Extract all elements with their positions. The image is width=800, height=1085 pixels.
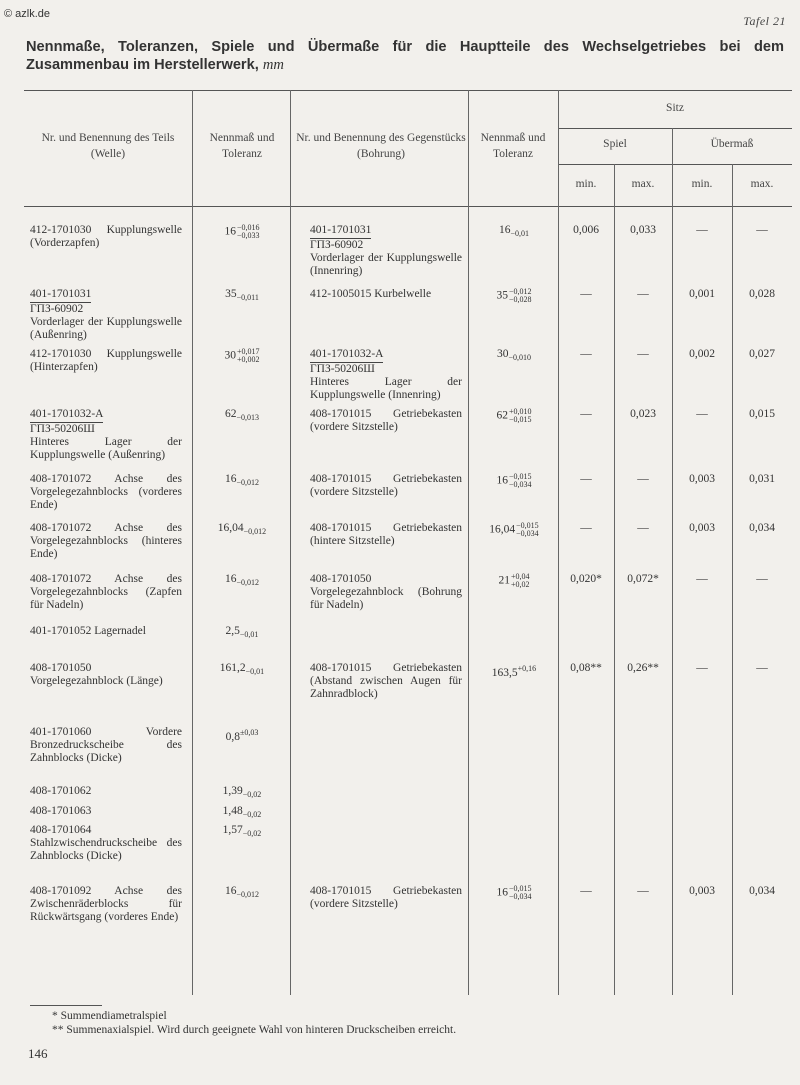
counterpart-nominal: [470, 573, 558, 589]
col-divider-6: [672, 128, 673, 995]
counterpart-nominal-value: 163,5: [491, 667, 518, 679]
counterpart-nominal-upper: +0,04: [510, 572, 530, 581]
counterpart-nominal-tolerance: [509, 473, 532, 489]
col-divider-2: [290, 90, 291, 995]
part-nominal: [194, 805, 290, 821]
counterpart-nominal-lower: −0,034: [508, 892, 532, 901]
part-nominal-tolerance: −0,02: [242, 829, 262, 838]
part-nominal: [194, 785, 290, 801]
counterpart-description: [310, 522, 462, 548]
uebermass-max: 0,015: [749, 408, 775, 420]
header-uebermass: Übermaß: [710, 138, 754, 150]
counterpart-name: 408-1701015 Getriebekasten (Abstand zwischen Augen für Zahnradblock): [310, 662, 462, 700]
counterpart-nominal-lower: −0,028: [508, 295, 532, 304]
part-nominal-value: 62: [224, 408, 237, 420]
counterpart-nominal-tolerance: −0,01: [510, 229, 529, 238]
counterpart-nominal-value: 21: [498, 574, 510, 587]
part-nominal-tolerance: −0,012: [236, 890, 259, 899]
uebermass-max: 0,034: [749, 885, 775, 897]
part-nominal: [194, 726, 290, 744]
counterpart-nominal-upper: −0,015: [508, 884, 532, 893]
part-name: Vorderlager der Kupplungswelle (Außenring): [30, 316, 182, 341]
spiel-min: 0,020*: [570, 573, 602, 585]
part-description: [30, 785, 182, 798]
part-description: [30, 408, 182, 462]
part-nominal-tolerance: −0,02: [242, 790, 262, 799]
counterpart-name: Hinteres Lager der Kupplungswelle (Innenring): [310, 376, 462, 401]
uebermass-max: 0,027: [749, 348, 775, 360]
part-nominal-value: 1,48: [222, 805, 243, 817]
part-nominal-value: 2,5: [225, 625, 240, 637]
counterpart-nominal: [470, 885, 558, 901]
counterpart-nominal-value: 16: [496, 886, 508, 899]
counterpart-description: [310, 573, 462, 612]
part-description: [30, 522, 182, 561]
part-description: [30, 726, 182, 765]
part-nominal-value: 1,57: [222, 824, 243, 836]
uebermass-min: 0,001: [689, 288, 715, 300]
uebermass-min: 0,002: [689, 348, 715, 360]
part-name: 412-1701030 Kupplungswelle (Vorderzapfen): [30, 224, 182, 249]
spiel-min: —: [580, 348, 592, 360]
part-name: Hinteres Lager der Kupplungswelle (Außenring): [30, 436, 182, 461]
part-description: [30, 288, 182, 342]
counterpart-nominal-tolerance: [516, 522, 539, 538]
part-description: [30, 473, 182, 512]
counterpart-nominal-value: 16: [498, 224, 511, 236]
part-nominal: [194, 824, 290, 840]
uebermass-min: 0,003: [689, 473, 715, 485]
counterpart-nominal-value: 35: [496, 289, 508, 302]
spiel-min: —: [580, 522, 592, 534]
counterpart-nominal-value: 16: [496, 474, 508, 487]
part-nominal: [194, 288, 290, 304]
part-name: 408-1701072 Achse des Vorgelegezahnblocks (Zapfen für Nadeln): [30, 573, 182, 611]
spiel-max: —: [637, 473, 649, 485]
counterpart-name: Vorderlager der Kupplungswelle (Innenring): [310, 252, 462, 277]
counterpart-nominal-tolerance: [511, 573, 530, 589]
spiel-max: —: [637, 885, 649, 897]
spiel-max: —: [637, 288, 649, 300]
part-nominal: [194, 224, 290, 240]
part-nominal-upper: −0,016: [236, 223, 260, 232]
counterpart-nominal: [470, 348, 558, 364]
part-number: 401-1701031: [30, 288, 91, 303]
part-name: 408-1701072 Achse des Vorgelegezahnblocks (hinteres Ende): [30, 522, 182, 560]
uebermass-min: —: [696, 408, 708, 420]
part-description: [30, 573, 182, 612]
spiel-min: —: [580, 408, 592, 420]
uebermass-min: 0,003: [689, 885, 715, 897]
header-spiel-max: max.: [631, 178, 655, 190]
counterpart-nominal-value: 62: [496, 409, 508, 422]
part-nominal: [194, 408, 290, 424]
part-nominal-lower: −0,033: [236, 231, 260, 240]
part-nominal-tolerance: −0,011: [236, 293, 259, 302]
counterpart-nominal-upper: −0,012: [508, 287, 532, 296]
header-bottom-rule: [24, 206, 792, 207]
part-nominal-lower: +0,002: [236, 355, 260, 364]
part-nominal: [194, 573, 290, 589]
header-spiel: Spiel: [603, 138, 627, 150]
counterpart-nominal-lower: +0,02: [510, 580, 530, 589]
spiel-min: 0,006: [573, 224, 599, 236]
tolerance-table: [24, 90, 792, 995]
counterpart-nominal-tolerance: [509, 408, 532, 424]
part-name: 408-1701064 Stahlzwischendruckscheibe des Zahnblocks (Dicke): [30, 824, 182, 862]
part-nominal-value: 16,04: [217, 522, 244, 534]
part-nominal-value: 35: [225, 288, 237, 300]
counterpart-nominal-lower: −0,015: [508, 415, 532, 424]
counterpart-name: 408-1701015 Getriebekasten (vordere Sitzstelle): [310, 885, 462, 910]
uebermass-min: 0,003: [689, 522, 715, 534]
part-nominal: [194, 473, 290, 489]
spiel-max: 0,072*: [627, 573, 659, 585]
header-uebermass-max: max.: [750, 178, 774, 190]
counterpart-nominal: [470, 473, 558, 489]
header-spiel-min: min.: [575, 178, 597, 190]
spiel-max: 0,023: [630, 408, 656, 420]
part-nominal-value: 16: [224, 225, 236, 238]
part-nominal-value: 161,2: [219, 662, 246, 674]
part-description: [30, 625, 182, 638]
uebermass-max: 0,031: [749, 473, 775, 485]
spiel-rule: [558, 164, 792, 165]
part-nominal-tolerance: −0,012: [236, 478, 259, 487]
part-nominal-tolerance: ±0,03: [239, 728, 259, 737]
col-divider-1: [192, 90, 193, 995]
part-name: 401-1701060 Vordere Bronzedruckscheibe des Zahnblocks (Dicke): [30, 726, 182, 764]
footnote-2: ** Summenaxialspiel. Wird durch geeignete Wahl von hinteren Druckscheiben erreicht.: [52, 1024, 457, 1036]
uebermass-max: —: [756, 224, 768, 236]
spiel-max: —: [637, 522, 649, 534]
spiel-min: —: [580, 885, 592, 897]
col-divider-3: [468, 90, 469, 995]
part-name: 401-1701052 Lagernadel: [30, 625, 146, 637]
part-nominal-value: 16: [224, 573, 237, 585]
part-nominal-upper: +0,017: [236, 347, 260, 356]
part-name: 408-1701062: [30, 785, 92, 797]
uebermass-max: —: [756, 573, 768, 585]
part-description: [30, 824, 182, 863]
part-name: 408-1701063: [30, 805, 92, 817]
counterpart-nominal: [470, 288, 558, 304]
spiel-max: 0,26**: [627, 662, 659, 674]
counterpart-nominal-lower: −0,034: [516, 529, 539, 538]
part-nominal-tolerance: −0,013: [236, 413, 259, 422]
part-number: 401-1701032-A: [30, 408, 103, 423]
part-nominal-tolerance: −0,012: [236, 578, 259, 587]
counterpart-name: 408-1701015 Getriebekasten (vordere Sitzstelle): [310, 473, 462, 498]
counterpart-nominal-upper: −0,015: [516, 521, 539, 530]
page-number: 146: [28, 1046, 48, 1061]
header-counterpart: Nr. und Benennung des Gegenstücks (Bohrung): [296, 132, 466, 160]
counterpart-nominal-lower: −0,034: [508, 480, 532, 489]
spiel-max: —: [637, 348, 649, 360]
counterpart-description: [310, 662, 462, 701]
counterpart-name: 408-1701050 Vorgelegezahnblock (Bohrung für Nadeln): [310, 573, 462, 611]
counterpart-description: [310, 224, 462, 278]
table-top-rule: [24, 90, 792, 91]
header-uebermass-min: min.: [691, 178, 713, 190]
counterpart-description: [310, 408, 462, 434]
page-title: [26, 38, 784, 74]
header-sitz: Sitz: [666, 102, 684, 114]
counterpart-nominal-upper: +0,010: [508, 407, 532, 416]
counterpart-description: [310, 885, 462, 911]
uebermass-min: —: [696, 573, 708, 585]
counterpart-name: 408-1701015 Getriebekasten (vordere Sitzstelle): [310, 408, 462, 433]
spiel-min: —: [580, 473, 592, 485]
spiel-max: 0,033: [630, 224, 656, 236]
uebermass-max: 0,034: [749, 522, 775, 534]
part-name: 408-1701072 Achse des Vorgelegezahnblocks (vorderes Ende): [30, 473, 182, 511]
part-nominal-value: 0,8: [225, 731, 240, 743]
sitz-rule: [558, 128, 792, 129]
footnote-1: * Summendiametralspiel: [52, 1010, 167, 1022]
part-name: 412-1701030 Kupplungswelle (Hinterzapfen): [30, 348, 182, 373]
part-description: [30, 348, 182, 374]
counterpart-description: [310, 348, 462, 402]
part-nominal-value: 16: [224, 473, 237, 485]
part-name: 408-1701092 Achse des Zwischenräderblocks für Rückwärtsgang (vorderes Ende): [30, 885, 182, 923]
counterpart-number: 401-1701031: [310, 224, 371, 239]
part-name: 408-1701050 Vorgelegezahnblock (Länge): [30, 662, 163, 687]
part-nominal-tolerance: −0,012: [243, 527, 267, 536]
table-number: Tafel 21: [743, 14, 786, 28]
part-nominal-value: 16: [224, 885, 237, 897]
counterpart-standard: ГПЗ-50206Ш: [310, 363, 375, 375]
counterpart-nominal-tolerance: +0,16: [517, 664, 537, 673]
counterpart-nominal-value: 30: [496, 348, 509, 360]
part-nominal-tolerance: −0,02: [242, 810, 262, 819]
counterpart-standard: ГПЗ-60902: [310, 239, 364, 251]
spiel-min: —: [580, 288, 592, 300]
watermark: © azlk.de: [4, 8, 51, 20]
counterpart-name: 412-1005015 Kurbelwelle: [310, 288, 432, 300]
counterpart-nominal: [470, 408, 558, 424]
part-standard: ГПЗ-60902: [30, 303, 84, 315]
header-part: Nr. und Benennung des Teils (Welle): [41, 132, 175, 160]
part-nominal-tolerance: −0,01: [245, 667, 265, 676]
counterpart-description: [310, 288, 462, 301]
part-description: [30, 224, 182, 250]
counterpart-nominal: [470, 522, 558, 538]
part-nominal: [194, 522, 290, 538]
uebermass-max: —: [756, 662, 768, 674]
part-nominal-tolerance: [237, 224, 260, 240]
counterpart-nominal-tolerance: [509, 885, 532, 901]
title-text: Nennmaße, Toleranzen, Spiele und Übermaße für die Hauptteile des Wechselgetriebes bei dem Zusammenbau im Herstellerwerk,: [26, 39, 784, 73]
part-nominal: [194, 348, 290, 364]
header-counterpart-nominal: Nennmaß und Toleranz: [480, 132, 546, 160]
part-nominal: [194, 662, 290, 678]
counterpart-nominal-value: 16,04: [489, 523, 516, 536]
counterpart-number: 401-1701032-A: [310, 348, 383, 363]
part-description: [30, 805, 182, 818]
counterpart-nominal-tolerance: [509, 288, 532, 304]
footnote-rule: [30, 1005, 102, 1006]
part-standard: ГПЗ-50206Ш: [30, 423, 95, 435]
uebermass-min: —: [696, 662, 708, 674]
counterpart-name: 408-1701015 Getriebekasten (hintere Sitzstelle): [310, 522, 462, 547]
part-nominal-tolerance: [237, 348, 260, 364]
part-nominal: [194, 885, 290, 901]
counterpart-nominal-tolerance: −0,010: [508, 353, 531, 362]
title-unit: mm: [262, 57, 284, 73]
counterpart-nominal: [470, 224, 558, 240]
counterpart-description: [310, 473, 462, 499]
header-part-nominal: Nennmaß und Toleranz: [209, 132, 275, 160]
uebermass-max: 0,028: [749, 288, 775, 300]
uebermass-min: —: [696, 224, 708, 236]
part-nominal-tolerance: −0,01: [239, 630, 259, 639]
part-description: [30, 885, 182, 924]
part-nominal: [194, 625, 290, 641]
part-description: [30, 662, 182, 688]
part-nominal-value: 1,39: [222, 785, 243, 797]
part-nominal-value: 30: [224, 349, 236, 362]
counterpart-nominal: [470, 662, 558, 680]
counterpart-nominal-upper: −0,015: [508, 472, 532, 481]
spiel-min: 0,08**: [570, 662, 602, 674]
